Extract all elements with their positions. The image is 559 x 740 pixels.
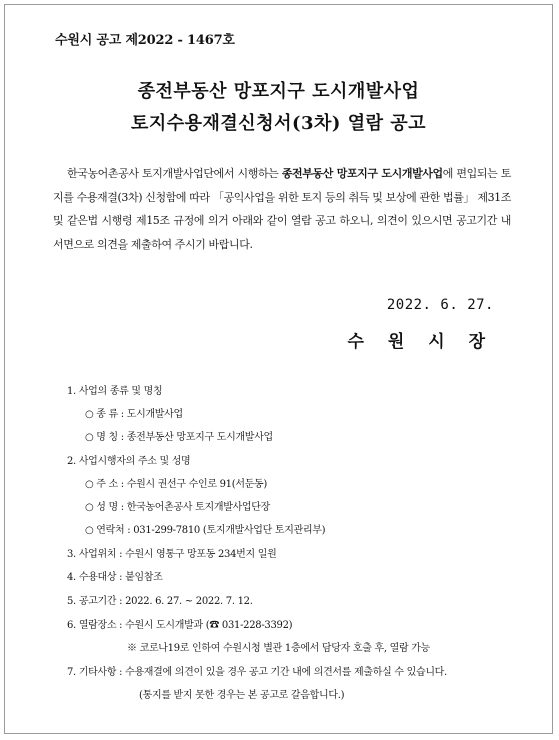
notice-date: 2022. 6. 27.	[386, 297, 494, 313]
item-7-note: (통지를 받지 못한 경우는 본 공고로 갈음합니다.)	[139, 690, 345, 701]
title-line-1: 종전부동산 망포지구 도시개발사업	[137, 81, 420, 102]
item-4-target: 4. 수용대상 : 붙임참조	[67, 572, 163, 583]
notice-page	[4, 4, 553, 734]
item-6-note: ※ 코로나19로 인하여 수원시청 별관 1층에서 담당자 호출 후, 열람 가능	[127, 643, 430, 654]
item-1-heading: 1. 사업의 종류 및 명칭	[67, 386, 163, 397]
body-part-1: 한국농어촌공사 토지개발사업단에서 시행하는	[67, 167, 282, 180]
item-1-type: ○ 종 류 : 도시개발사업	[85, 409, 183, 420]
item-1-name: ○ 명 칭 : 종전부동산 망포지구 도시개발사업	[85, 432, 273, 443]
body-paragraph	[53, 162, 511, 256]
item-2-heading: 2. 사업시행자의 주소 및 성명	[67, 456, 191, 467]
item-5-period: 5. 공고기간 : 2022. 6. 27. ~ 2022. 7. 12.	[67, 596, 253, 607]
notice-number: 수원시 공고 제2022 - 1467호	[55, 33, 235, 48]
body-project-name: 종전부동산 망포지구 도시개발사업	[281, 167, 443, 180]
issuer-signature: 수 원 시 장	[347, 332, 494, 352]
item-6-place: 6. 열람장소 : 수원시 도시개발과 (☎ 031-228-3392)	[67, 620, 293, 631]
body-part-2: 에 편입되는 토지를 수용재결(3차) 신청함에 따라 「공익사업을 위한 토지 등의 취득 및 보상에 관한 법률」 제31조 및 같은법 시행령 제15조 규정에 의거 아래와 같이 열람 공고 하오니, 의견이 있으시면 공고기간 내 서면으로 의견을 제출하여 주시기 바랍니다.	[53, 167, 511, 251]
item-2-representative: ○ 성 명 : 한국농어촌공사 토지개발사업단장	[85, 502, 271, 513]
item-3-location: 3. 사업위치 : 수원시 영통구 망포동 234번지 일원	[67, 549, 277, 560]
item-2-address: ○ 주 소 : 수원시 권선구 수인로 91(서둔동)	[85, 479, 268, 490]
item-2-contact: ○ 연락처 : 031-299-7810 (토지개발사업단 토지관리부)	[85, 525, 326, 536]
item-7-other: 7. 기타사항 : 수용재결에 의견이 있을 경우 공고 기간 내에 의견서를 제출하실 수 있습니다.	[67, 667, 447, 678]
title-line-2: 토지수용재결신청서(3차) 열람 공고	[130, 113, 427, 134]
